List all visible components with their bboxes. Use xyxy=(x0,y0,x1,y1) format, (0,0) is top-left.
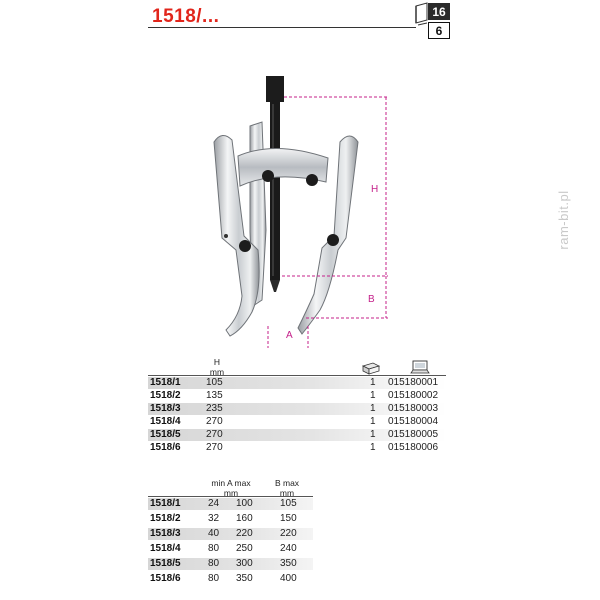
table-row xyxy=(148,543,313,555)
row-article: 015180006 xyxy=(388,442,439,453)
package-icon xyxy=(361,361,381,375)
table2-top-rule xyxy=(148,496,313,497)
yoke xyxy=(238,148,328,186)
table-row xyxy=(148,573,313,585)
row-h: 270 xyxy=(206,416,223,427)
table2-header-b: B max mm xyxy=(274,478,300,498)
table-row xyxy=(148,390,446,402)
row-a-max: 100 xyxy=(236,498,253,509)
row-a-max: 300 xyxy=(236,558,253,569)
row-b-max: 240 xyxy=(280,543,297,554)
dimension-label-a: A xyxy=(286,330,293,341)
row-code: 1518/2 xyxy=(150,513,181,524)
row-a-max: 160 xyxy=(236,513,253,524)
row-a-max: 250 xyxy=(236,543,253,554)
row-code: 1518/3 xyxy=(150,403,181,414)
dimension-label-h: H xyxy=(371,184,379,195)
row-code: 1518/4 xyxy=(150,543,181,554)
row-b-max: 105 xyxy=(280,498,297,509)
row-b-max: 220 xyxy=(280,528,297,539)
row-code: 1518/6 xyxy=(150,573,181,584)
row-code: 1518/6 xyxy=(150,442,181,453)
row-code: 1518/2 xyxy=(150,390,181,401)
table-row xyxy=(148,442,446,454)
row-a-min: 80 xyxy=(208,543,220,554)
row-code: 1518/5 xyxy=(150,558,181,569)
row-a-min: 40 xyxy=(208,528,220,539)
table-row xyxy=(148,558,313,570)
row-article: 015180004 xyxy=(388,416,439,427)
table1-header-h: H mm xyxy=(209,357,225,377)
row-qty: 1 xyxy=(370,403,376,414)
screw-spindle xyxy=(266,76,284,292)
table-row xyxy=(148,498,313,510)
row-h: 135 xyxy=(206,390,223,401)
row-h: 235 xyxy=(206,403,223,414)
row-qty: 1 xyxy=(370,442,376,453)
row-a-max: 220 xyxy=(236,528,253,539)
computer-icon xyxy=(410,360,430,375)
row-article: 015180001 xyxy=(388,377,439,388)
table-row xyxy=(148,513,313,525)
table-row xyxy=(148,429,446,441)
row-a-min: 80 xyxy=(208,558,220,569)
table-row xyxy=(148,528,313,540)
row-b-max: 350 xyxy=(280,558,297,569)
row-h: 105 xyxy=(206,377,223,388)
table-row xyxy=(148,416,446,428)
dimension-label-b: B xyxy=(368,294,375,305)
row-a-min: 80 xyxy=(208,573,220,584)
row-h: 270 xyxy=(206,442,223,453)
row-a-min: 32 xyxy=(208,513,220,524)
row-code: 1518/1 xyxy=(150,377,181,388)
table1-top-rule xyxy=(148,375,446,376)
row-qty: 1 xyxy=(370,390,376,401)
row-b-max: 400 xyxy=(280,573,297,584)
table2-header-a: min A max mm xyxy=(211,478,251,498)
row-code: 1518/1 xyxy=(150,498,181,509)
row-code: 1518/5 xyxy=(150,429,181,440)
table-row xyxy=(148,377,446,389)
page-badge-6: 6 xyxy=(428,22,450,39)
row-code: 1518/4 xyxy=(150,416,181,427)
row-a-min: 24 xyxy=(208,498,220,509)
side-watermark: ram-bit.pl xyxy=(556,190,571,250)
dimension-lines xyxy=(268,97,388,348)
table-row xyxy=(148,403,446,415)
row-a-max: 350 xyxy=(236,573,253,584)
row-b-max: 150 xyxy=(280,513,297,524)
row-code: 1518/3 xyxy=(150,528,181,539)
row-qty: 1 xyxy=(370,377,376,388)
product-title: 1518/... xyxy=(152,6,220,27)
row-qty: 1 xyxy=(370,429,376,440)
row-qty: 1 xyxy=(370,416,376,427)
row-article: 015180005 xyxy=(388,429,439,440)
page-badge-16: 16 xyxy=(428,3,450,20)
row-article: 015180003 xyxy=(388,403,439,414)
row-article: 015180002 xyxy=(388,390,439,401)
row-h: 270 xyxy=(206,429,223,440)
